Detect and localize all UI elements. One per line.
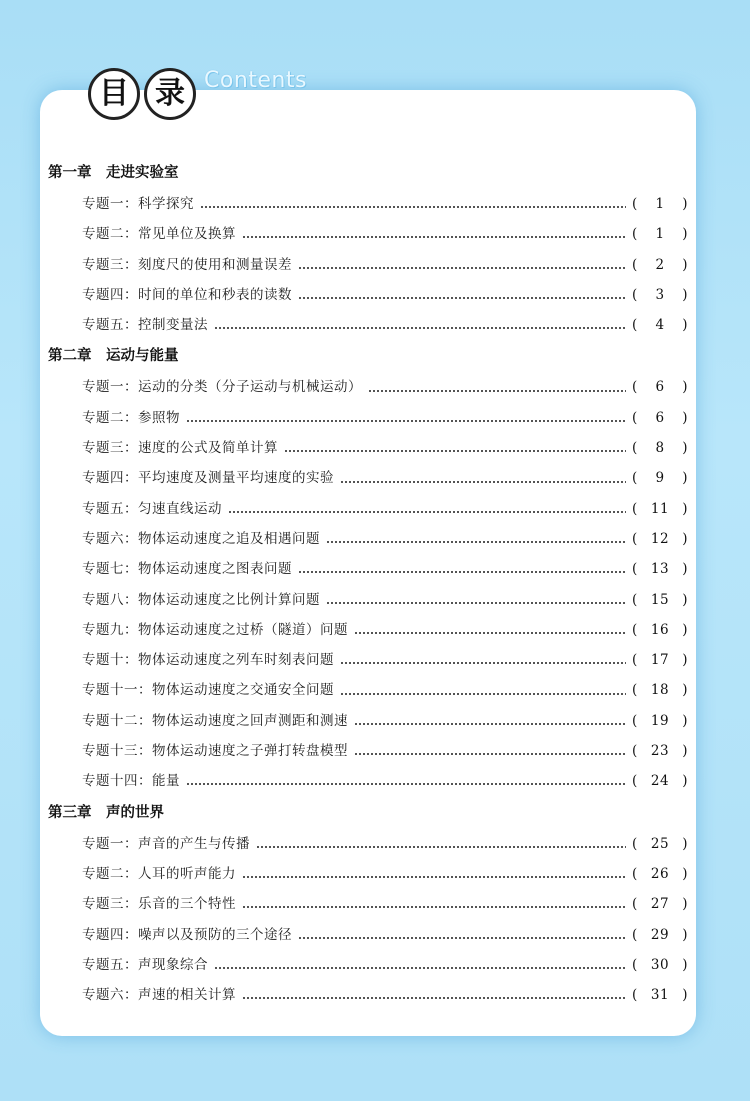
- entry-title: 专题七：物体运动速度之图表问题: [82, 561, 292, 578]
- page-number-value: 24: [650, 773, 670, 790]
- entry-title: 专题十：物体运动速度之列车时刻表问题: [82, 652, 334, 669]
- page-number: ( 6 ): [632, 403, 688, 433]
- toc-entry[interactable]: [48, 554, 688, 584]
- page-number-value: 12: [650, 530, 670, 547]
- entry-title: 专题六：物体运动速度之追及相遇问题: [82, 530, 320, 547]
- page-number-value: 25: [650, 835, 670, 852]
- page-number: ( 31 ): [632, 980, 688, 1010]
- page-number: ( 23 ): [632, 736, 688, 766]
- dot-leader: [340, 693, 626, 695]
- page-number: ( 17 ): [632, 645, 688, 675]
- toc-entry[interactable]: [48, 433, 688, 463]
- page-number-value: 6: [655, 409, 665, 426]
- page-number: ( 11 ): [632, 494, 688, 524]
- toc-entry[interactable]: [48, 950, 688, 980]
- page-number: ( 25 ): [632, 829, 688, 859]
- dot-leader: [340, 481, 626, 483]
- toc-entry[interactable]: [48, 494, 688, 524]
- chapter-heading: 第一章 走进实验室: [48, 165, 179, 181]
- page-number: ( 12 ): [632, 524, 688, 554]
- page-number-value: 8: [655, 440, 665, 457]
- page-number: ( 30 ): [632, 950, 688, 980]
- page-number-value: 3: [655, 286, 665, 303]
- page-number: ( 26 ): [632, 859, 688, 889]
- entry-title: 专题一：科学探究: [82, 196, 194, 212]
- dot-leader: [242, 236, 626, 238]
- page-number: ( 24 ): [632, 766, 688, 796]
- page-number-value: 30: [650, 956, 670, 973]
- page-number-value: 16: [650, 621, 670, 638]
- dot-leader: [354, 723, 626, 725]
- page-number-value: 11: [650, 500, 670, 517]
- page-number: ( 3 ): [632, 280, 688, 310]
- entry-title: 专题一：声音的产生与传播: [82, 835, 250, 852]
- page-number-value: 13: [650, 561, 670, 578]
- toc-entry[interactable]: [48, 859, 688, 889]
- dot-leader: [354, 753, 626, 755]
- entry-title: 专题十二：物体运动速度之回声测距和测速: [82, 712, 348, 729]
- page-number-value: 29: [650, 926, 670, 943]
- page-number: ( 15 ): [632, 585, 688, 615]
- toc-entry[interactable]: [48, 189, 688, 219]
- toc-entry[interactable]: [48, 585, 688, 615]
- toc-entry[interactable]: [48, 250, 688, 280]
- dot-leader: [186, 420, 626, 422]
- dot-leader: [298, 297, 626, 299]
- entry-title: 专题二：参照物: [82, 409, 180, 426]
- table-of-contents: [48, 157, 688, 1010]
- dot-leader: [298, 937, 626, 939]
- toc-entry[interactable]: [48, 615, 688, 645]
- contents-word: Contents: [204, 68, 307, 93]
- page-number-value: 27: [650, 896, 670, 913]
- entry-title: 专题九：物体运动速度之过桥（隧道）问题: [82, 621, 348, 638]
- dot-leader: [354, 632, 626, 634]
- dot-leader: [368, 390, 626, 392]
- toc-entry[interactable]: [48, 766, 688, 796]
- page-number-value: 2: [655, 256, 665, 273]
- entry-title: 专题十一：物体运动速度之交通安全问题: [82, 682, 334, 699]
- entry-title: 专题五：声现象综合: [82, 956, 208, 973]
- page-number-value: 15: [650, 591, 670, 608]
- toc-entry[interactable]: [48, 403, 688, 433]
- page-number-value: 23: [650, 743, 670, 760]
- toc-entry[interactable]: [48, 706, 688, 736]
- dot-leader: [228, 511, 626, 513]
- page-number: ( 18 ): [632, 675, 688, 705]
- page-number: ( 1 ): [632, 219, 688, 249]
- page-number-value: 31: [650, 987, 670, 1004]
- dot-leader: [200, 206, 626, 208]
- toc-entry[interactable]: [48, 463, 688, 493]
- page-number: ( 8 ): [632, 433, 688, 463]
- entry-title: 专题四：平均速度及测量平均速度的实验: [82, 470, 334, 487]
- dot-leader: [242, 876, 626, 878]
- title-char-lu: 录: [144, 68, 196, 120]
- entry-title: 专题三：刻度尺的使用和测量误差: [82, 256, 292, 273]
- entry-title: 专题五：匀速直线运动: [82, 500, 222, 517]
- dot-leader: [186, 783, 626, 785]
- toc-entry[interactable]: [48, 920, 688, 950]
- page-number: ( 27 ): [632, 889, 688, 919]
- page-number: ( 1 ): [632, 189, 688, 219]
- chapter-heading: 第三章 声的世界: [48, 804, 164, 821]
- toc-entry[interactable]: [48, 889, 688, 919]
- chapter-heading: 第二章 运动与能量: [48, 348, 179, 365]
- page-number: ( 29 ): [632, 920, 688, 950]
- entry-title: 专题五：控制变量法: [82, 317, 208, 334]
- entry-title: 专题二：人耳的听声能力: [82, 865, 236, 882]
- dot-leader: [214, 967, 626, 969]
- page-number-value: 26: [650, 865, 670, 882]
- entry-title: 专题三：速度的公式及简单计算: [82, 440, 278, 457]
- page-number: ( 2 ): [632, 250, 688, 280]
- dot-leader: [242, 997, 626, 999]
- entry-title: 专题十四：能量: [82, 773, 180, 790]
- entry-title: 专题六：声速的相关计算: [82, 987, 236, 1004]
- toc-entry[interactable]: [48, 980, 688, 1010]
- page-number-value: 6: [655, 379, 665, 396]
- entry-title: 专题三：乐音的三个特性: [82, 896, 236, 913]
- entry-title: 专题一：运动的分类（分子运动与机械运动）: [82, 379, 362, 396]
- toc-entry[interactable]: [48, 280, 688, 310]
- toc-entry[interactable]: [48, 372, 688, 402]
- page-number-value: 1: [655, 196, 665, 212]
- dot-leader: [214, 327, 626, 329]
- entry-title: 专题四：噪声以及预防的三个途径: [82, 926, 292, 943]
- page-number-value: 17: [650, 652, 670, 669]
- dot-leader: [298, 267, 626, 269]
- page-number: ( 6 ): [632, 372, 688, 402]
- dot-leader: [242, 906, 626, 908]
- title-char-mu: 目: [88, 68, 140, 120]
- entry-title: 专题十三：物体运动速度之子弹打转盘模型: [82, 743, 348, 760]
- page-number-value: 1: [655, 226, 665, 243]
- toc-entry[interactable]: [48, 310, 688, 340]
- entry-title: 专题四：时间的单位和秒表的读数: [82, 286, 292, 303]
- page-number: ( 19 ): [632, 706, 688, 736]
- page-number-value: 19: [650, 712, 670, 729]
- page-number: ( 4 ): [632, 310, 688, 340]
- toc-entry[interactable]: [48, 736, 688, 766]
- page-number-value: 18: [650, 682, 670, 699]
- dot-leader: [326, 602, 626, 604]
- toc-entry[interactable]: [48, 645, 688, 675]
- page-number: ( 13 ): [632, 554, 688, 584]
- page-number-value: 4: [655, 317, 665, 334]
- dot-leader: [256, 846, 626, 848]
- toc-entry[interactable]: [48, 829, 688, 859]
- toc-entry[interactable]: [48, 219, 688, 249]
- dot-leader: [340, 662, 626, 664]
- entry-title: 专题八：物体运动速度之比例计算问题: [82, 591, 320, 608]
- entry-title: 专题二：常见单位及换算: [82, 226, 236, 243]
- dot-leader: [326, 541, 626, 543]
- dot-leader: [298, 571, 626, 573]
- page-number-value: 9: [655, 470, 665, 487]
- toc-entry[interactable]: [48, 675, 688, 705]
- page-number: ( 16 ): [632, 615, 688, 645]
- page-number: ( 9 ): [632, 463, 688, 493]
- dot-leader: [284, 450, 626, 452]
- toc-entry[interactable]: [48, 524, 688, 554]
